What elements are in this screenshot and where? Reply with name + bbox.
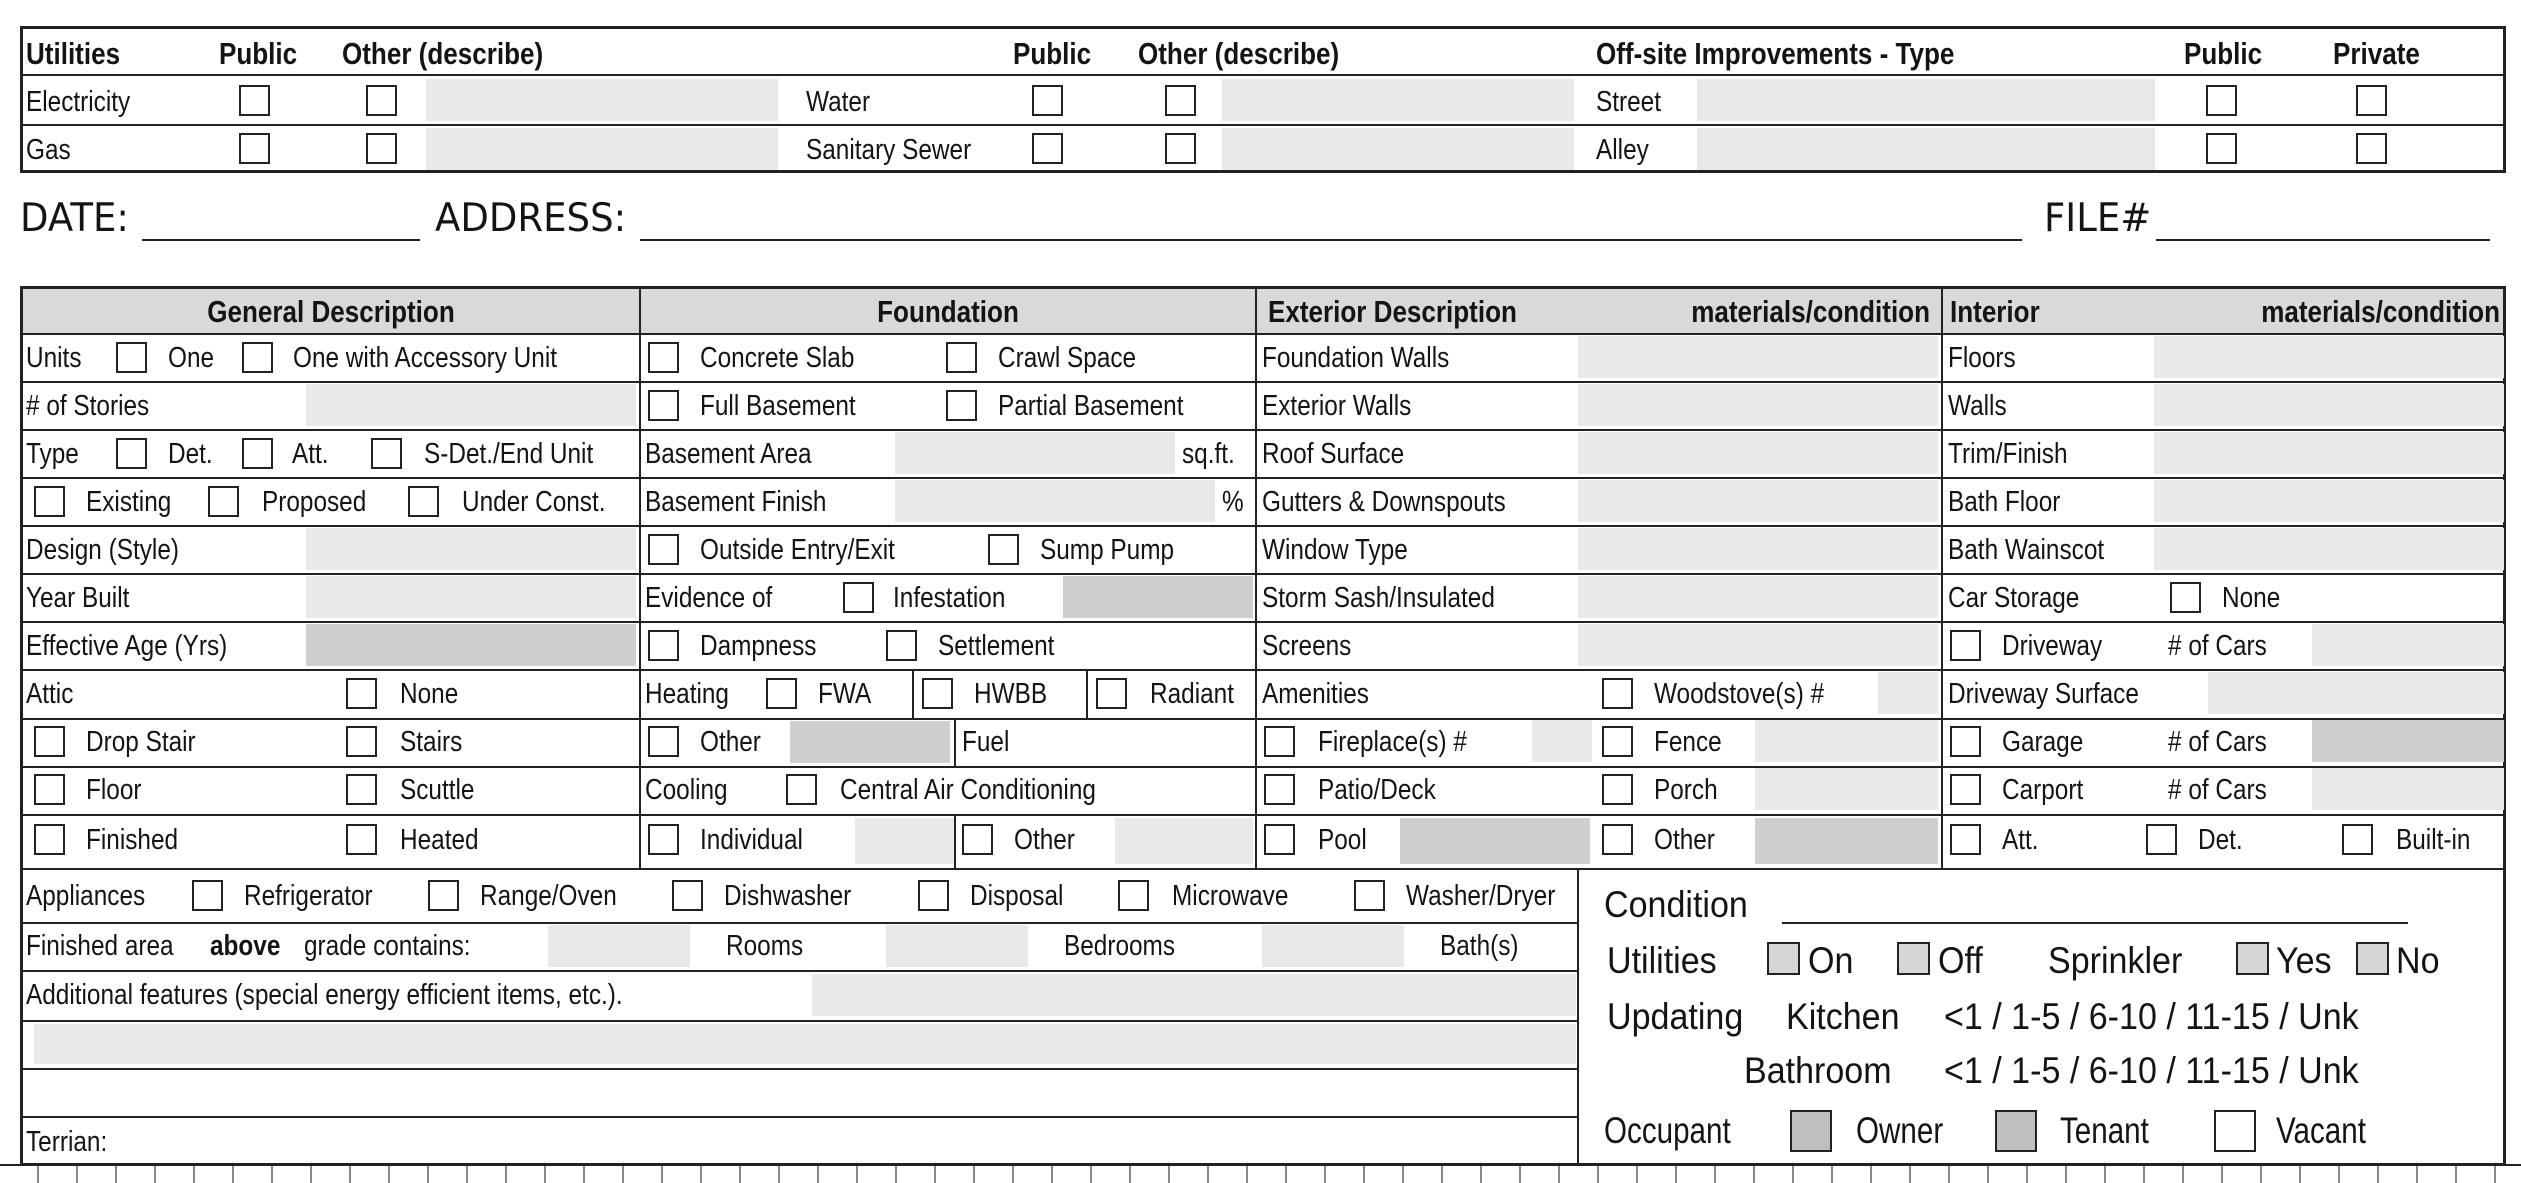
carport-checkbox[interactable]	[1950, 774, 1981, 805]
storm-sash-label: Storm Sash/Insulated	[1262, 582, 1495, 614]
patio-deck-checkbox[interactable]	[1264, 774, 1295, 805]
floors-label: Floors	[1948, 342, 2016, 374]
exterior-description-header: Exterior Description	[1268, 294, 1517, 329]
trim-finish-label: Trim/Finish	[1948, 438, 2068, 470]
gas-other-field[interactable]	[426, 128, 778, 170]
attic-floor-label: Floor	[86, 774, 142, 806]
bath-wainscot-field[interactable]	[2154, 528, 2504, 570]
screens-field[interactable]	[1578, 624, 1938, 666]
bedrooms-label: Bedrooms	[1064, 930, 1176, 962]
sprinkler-no-checkbox[interactable]	[2356, 942, 2389, 975]
woodstove-label: Woodstove(s) #	[1654, 678, 1825, 710]
divider	[20, 573, 2506, 575]
full-basement-checkbox[interactable]	[648, 390, 679, 421]
vacant-checkbox[interactable]	[2214, 1110, 2256, 1152]
range-oven-label: Range/Oven	[480, 880, 617, 912]
garage-checkbox[interactable]	[1950, 726, 1981, 757]
basement-area-label: Basement Area	[645, 438, 812, 470]
owner-checkbox[interactable]	[1790, 1110, 1832, 1152]
sewer-public-checkbox[interactable]	[1032, 133, 1063, 164]
divider	[20, 970, 1577, 972]
attic-finished-checkbox[interactable]	[34, 824, 65, 855]
additional-features-field[interactable]	[812, 974, 1576, 1016]
central-air-checkbox[interactable]	[786, 774, 817, 805]
bath-wainscot-label: Bath Wainscot	[1948, 534, 2105, 566]
bath-floor-label: Bath Floor	[1948, 486, 2061, 518]
pool-field[interactable]	[1400, 818, 1590, 864]
pool-label: Pool	[1318, 824, 1367, 856]
drop-stair-label: Drop Stair	[86, 726, 196, 758]
terrain-label: Terrian:	[26, 1126, 108, 1158]
washer-dryer-label: Washer/Dryer	[1406, 880, 1556, 912]
public-header: Public	[2184, 36, 2263, 71]
outside-entry-checkbox[interactable]	[648, 534, 679, 565]
divider	[20, 868, 2506, 870]
alley-private-checkbox[interactable]	[2356, 133, 2387, 164]
sprinkler-no-label: No	[2396, 940, 2440, 981]
water-public-checkbox[interactable]	[1032, 85, 1063, 116]
other-describe-header: Other (describe)	[342, 36, 544, 71]
exterior-other-label: Other	[1654, 824, 1715, 856]
crawl-space-checkbox[interactable]	[946, 342, 977, 373]
finished-area-above: above	[210, 930, 281, 962]
stairs-checkbox[interactable]	[346, 726, 377, 757]
kitchen-ranges[interactable]: <1 / 1-5 / 6-10 / 11-15 / Unk	[1944, 996, 2359, 1037]
electricity-other-checkbox[interactable]	[366, 85, 397, 116]
cooling-other-label: Other	[1014, 824, 1075, 856]
sprinkler-yes-label: Yes	[2276, 940, 2332, 981]
driveway-surface-field[interactable]	[2208, 672, 2504, 714]
interior-header: Interior	[1950, 294, 2040, 329]
street-private-checkbox[interactable]	[2356, 85, 2387, 116]
alley-label: Alley	[1596, 134, 1649, 166]
interior-att-checkbox[interactable]	[1950, 824, 1981, 855]
interior-det-checkbox[interactable]	[2146, 824, 2177, 855]
general-description-header: General Description	[207, 294, 455, 329]
divider	[20, 1068, 1577, 1070]
cooling-other-checkbox[interactable]	[962, 824, 993, 855]
attic-none-checkbox[interactable]	[346, 678, 377, 709]
utilities-off-label: Off	[1938, 940, 1983, 981]
address-line[interactable]	[640, 239, 2022, 241]
updating-label: Updating	[1607, 996, 1744, 1037]
cooling-other-field[interactable]	[1115, 818, 1253, 864]
divider	[20, 74, 2506, 76]
water-label: Water	[806, 86, 871, 118]
type-att-label: Att.	[292, 438, 329, 470]
finished-area-label: Finished area	[26, 930, 174, 962]
divider	[1941, 286, 1943, 868]
woodstove-field[interactable]	[1878, 672, 1938, 714]
effective-age-field[interactable]	[306, 624, 636, 666]
divider	[20, 766, 2506, 768]
disposal-checkbox[interactable]	[918, 880, 949, 911]
electricity-label: Electricity	[26, 86, 131, 118]
attic-label: Attic	[26, 678, 74, 710]
gas-other-checkbox[interactable]	[366, 133, 397, 164]
full-basement-label: Full Basement	[700, 390, 856, 422]
offsite-improvements-header: Off-site Improvements - Type	[1596, 36, 1955, 71]
roof-surface-field[interactable]	[1578, 432, 1938, 474]
divider	[954, 814, 956, 868]
divider	[639, 286, 641, 868]
file-label: FILE#	[2044, 196, 2152, 241]
attic-finished-label: Finished	[86, 824, 179, 856]
street-public-checkbox[interactable]	[2206, 85, 2237, 116]
units-one-checkbox[interactable]	[116, 342, 147, 373]
radiant-label: Radiant	[1150, 678, 1234, 710]
stories-label: # of Stories	[26, 390, 150, 422]
individual-label: Individual	[700, 824, 803, 856]
divider	[20, 1020, 1577, 1022]
additional-features-line2[interactable]	[34, 1024, 1576, 1064]
basement-finish-field[interactable]	[895, 480, 1215, 522]
existing-label: Existing	[86, 486, 172, 518]
gutters-label: Gutters & Downspouts	[1262, 486, 1506, 518]
divider	[1086, 669, 1088, 718]
bedrooms-field[interactable]	[886, 925, 1028, 967]
proposed-label: Proposed	[262, 486, 367, 518]
file-line[interactable]	[2156, 239, 2490, 241]
divider	[20, 621, 2506, 623]
built-in-checkbox[interactable]	[2342, 824, 2373, 855]
divider	[20, 1116, 1577, 1118]
divider	[20, 124, 2506, 126]
individual-checkbox[interactable]	[648, 824, 679, 855]
street-field[interactable]	[1697, 79, 2155, 121]
electricity-public-checkbox[interactable]	[239, 85, 270, 116]
type-label: Type	[26, 438, 79, 470]
microwave-label: Microwave	[1172, 880, 1289, 912]
vacant-label: Vacant	[2276, 1110, 2366, 1151]
sump-pump-checkbox[interactable]	[988, 534, 1019, 565]
foundation-header: Foundation	[877, 294, 1019, 329]
hwbb-checkbox[interactable]	[922, 678, 953, 709]
proposed-checkbox[interactable]	[208, 486, 239, 517]
exterior-walls-field[interactable]	[1578, 384, 1938, 426]
exterior-other-checkbox[interactable]	[1602, 824, 1633, 855]
basement-area-field[interactable]	[895, 432, 1175, 474]
heating-other-field[interactable]	[790, 721, 950, 763]
divider	[20, 669, 2506, 671]
disposal-label: Disposal	[970, 880, 1064, 912]
divider	[20, 525, 2506, 527]
dampness-checkbox[interactable]	[648, 630, 679, 661]
date-label: DATE:	[20, 196, 129, 241]
utilities-off-checkbox[interactable]	[1897, 942, 1930, 975]
private-header: Private	[2333, 36, 2420, 71]
fuel-label: Fuel	[962, 726, 1010, 758]
divider	[1255, 286, 1257, 868]
sewer-other-field[interactable]	[1222, 128, 1574, 170]
under-const-label: Under Const.	[462, 486, 606, 518]
under-const-checkbox[interactable]	[408, 486, 439, 517]
infestation-field[interactable]	[1063, 576, 1253, 618]
year-built-label: Year Built	[26, 582, 130, 614]
units-accessory-label: One with Accessory Unit	[293, 342, 558, 374]
partial-basement-label: Partial Basement	[998, 390, 1184, 422]
interior-att-label: Att.	[2002, 824, 2039, 856]
rooms-field[interactable]	[548, 925, 690, 967]
floors-field[interactable]	[2154, 336, 2504, 378]
occupant-label: Occupant	[1604, 1110, 1731, 1151]
divider	[20, 922, 1577, 924]
stories-field[interactable]	[306, 384, 636, 426]
finished-area-suffix: grade contains:	[304, 930, 471, 962]
dampness-label: Dampness	[700, 630, 817, 662]
rooms-label: Rooms	[726, 930, 804, 962]
bathroom-label: Bathroom	[1744, 1050, 1892, 1091]
driveway-surface-label: Driveway Surface	[1948, 678, 2139, 710]
sprinkler-yes-checkbox[interactable]	[2236, 942, 2269, 975]
concrete-slab-checkbox[interactable]	[648, 342, 679, 373]
woodstove-checkbox[interactable]	[1602, 678, 1633, 709]
storm-sash-field[interactable]	[1578, 576, 1938, 618]
baths-field[interactable]	[1262, 925, 1404, 967]
other-describe-header: Other (describe)	[1138, 36, 1340, 71]
attic-heated-checkbox[interactable]	[346, 824, 377, 855]
concrete-slab-label: Concrete Slab	[700, 342, 855, 374]
range-oven-checkbox[interactable]	[428, 880, 459, 911]
divider	[20, 477, 2506, 479]
attic-heated-label: Heated	[400, 824, 479, 856]
carport-label: Carport	[2002, 774, 2084, 806]
type-det-label: Det.	[168, 438, 213, 470]
individual-field[interactable]	[855, 818, 955, 864]
scuttle-checkbox[interactable]	[346, 774, 377, 805]
gas-public-checkbox[interactable]	[239, 133, 270, 164]
baths-label: Bath(s)	[1440, 930, 1519, 962]
ruler-strip	[0, 1164, 2521, 1183]
garage-label: Garage	[2002, 726, 2084, 758]
basement-finish-label: Basement Finish	[645, 486, 827, 518]
dishwasher-label: Dishwasher	[724, 880, 852, 912]
built-in-label: Built-in	[2396, 824, 2471, 856]
utilities-header: Utilities	[26, 36, 121, 71]
walls-field[interactable]	[2154, 384, 2504, 426]
hwbb-label: HWBB	[974, 678, 1048, 710]
utilities-on-checkbox[interactable]	[1767, 942, 1800, 975]
units-label: Units	[26, 342, 82, 374]
design-style-field[interactable]	[306, 528, 636, 570]
divider	[20, 381, 2506, 383]
car-storage-label: Car Storage	[1948, 582, 2080, 614]
fireplace-field[interactable]	[1532, 720, 1592, 762]
washer-dryer-checkbox[interactable]	[1354, 880, 1385, 911]
year-built-field[interactable]	[306, 576, 636, 618]
evidence-of-label: Evidence of	[645, 582, 773, 614]
tenant-checkbox[interactable]	[1995, 1110, 2037, 1152]
heating-other-checkbox[interactable]	[648, 726, 679, 757]
exterior-materials-header: materials/condition	[1691, 294, 1930, 329]
divider	[20, 814, 2506, 816]
tenant-label: Tenant	[2060, 1110, 2149, 1151]
trim-finish-field[interactable]	[2154, 432, 2504, 474]
fireplace-label: Fireplace(s) #	[1318, 726, 1467, 758]
bath-floor-field[interactable]	[2154, 480, 2504, 522]
kitchen-label: Kitchen	[1786, 996, 1900, 1037]
porch-label: Porch	[1654, 774, 1718, 806]
divider	[20, 718, 2506, 720]
heating-label: Heating	[645, 678, 729, 710]
sewer-other-checkbox[interactable]	[1165, 133, 1196, 164]
amenities-label: Amenities	[1262, 678, 1369, 710]
fence-field[interactable]	[1755, 720, 1938, 762]
divider	[20, 429, 2506, 431]
settlement-label: Settlement	[938, 630, 1055, 662]
divider	[954, 718, 956, 766]
car-storage-none-label: None	[2222, 582, 2281, 614]
public-header: Public	[219, 36, 298, 71]
fence-checkbox[interactable]	[1602, 726, 1633, 757]
type-sdet-label: S-Det./End Unit	[424, 438, 594, 470]
window-type-label: Window Type	[1262, 534, 1408, 566]
fwa-label: FWA	[818, 678, 872, 710]
partial-basement-checkbox[interactable]	[946, 390, 977, 421]
additional-features-label: Additional features (special energy efficient items, etc.).	[26, 979, 623, 1011]
divider	[912, 669, 914, 718]
condition-label: Condition	[1604, 884, 1748, 925]
type-att-checkbox[interactable]	[242, 438, 273, 469]
patio-deck-label: Patio/Deck	[1318, 774, 1436, 806]
utilities-on-label: On	[1808, 940, 1854, 981]
owner-label: Owner	[1856, 1110, 1944, 1151]
water-other-checkbox[interactable]	[1165, 85, 1196, 116]
sanitary-sewer-label: Sanitary Sewer	[806, 134, 972, 166]
driveway-cars-label: # of Cars	[2168, 630, 2267, 662]
attic-none-label: None	[400, 678, 459, 710]
type-sdet-checkbox[interactable]	[371, 438, 402, 469]
address-label: ADDRESS:	[435, 196, 627, 241]
existing-checkbox[interactable]	[34, 486, 65, 517]
screens-label: Screens	[1262, 630, 1352, 662]
window-type-field[interactable]	[1578, 528, 1938, 570]
foundation-walls-label: Foundation Walls	[1262, 342, 1450, 374]
outside-entry-label: Outside Entry/Exit	[700, 534, 895, 566]
pool-checkbox[interactable]	[1264, 824, 1295, 855]
interior-materials-header: materials/condition	[2261, 294, 2500, 329]
sqft-label: sq.ft.	[1182, 438, 1235, 470]
carport-cars-field[interactable]	[2312, 768, 2504, 810]
carport-cars-label: # of Cars	[2168, 774, 2267, 806]
walls-label: Walls	[1948, 390, 2007, 422]
public-header: Public	[1013, 36, 1092, 71]
alley-public-checkbox[interactable]	[2206, 133, 2237, 164]
exterior-walls-label: Exterior Walls	[1262, 390, 1412, 422]
radiant-checkbox[interactable]	[1096, 678, 1127, 709]
refrigerator-checkbox[interactable]	[192, 880, 223, 911]
driveway-label: Driveway	[2002, 630, 2103, 662]
foundation-walls-field[interactable]	[1578, 336, 1938, 378]
drop-stair-checkbox[interactable]	[34, 726, 65, 757]
exterior-other-field[interactable]	[1755, 818, 1938, 864]
design-style-label: Design (Style)	[26, 534, 179, 566]
type-det-checkbox[interactable]	[116, 438, 147, 469]
heating-other-label: Other	[700, 726, 761, 758]
car-storage-none-checkbox[interactable]	[2170, 582, 2201, 613]
divider	[20, 333, 2506, 335]
scuttle-label: Scuttle	[400, 774, 475, 806]
appliances-label: Appliances	[26, 880, 146, 912]
driveway-checkbox[interactable]	[1950, 630, 1981, 661]
condition-utilities-label: Utilities	[1607, 940, 1717, 981]
garage-cars-label: # of Cars	[2168, 726, 2267, 758]
fence-label: Fence	[1654, 726, 1722, 758]
street-label: Street	[1596, 86, 1661, 118]
attic-floor-checkbox[interactable]	[34, 774, 65, 805]
infestation-label: Infestation	[893, 582, 1006, 614]
central-air-label: Central Air Conditioning	[840, 774, 1096, 806]
fireplace-checkbox[interactable]	[1264, 726, 1295, 757]
date-line[interactable]	[142, 239, 420, 241]
units-accessory-checkbox[interactable]	[242, 342, 273, 373]
dishwasher-checkbox[interactable]	[672, 880, 703, 911]
sump-pump-label: Sump Pump	[1040, 534, 1175, 566]
porch-field[interactable]	[1755, 768, 1938, 810]
garage-cars-field[interactable]	[2312, 720, 2504, 762]
fwa-checkbox[interactable]	[766, 678, 797, 709]
crawl-space-label: Crawl Space	[998, 342, 1137, 374]
condition-line[interactable]	[1782, 922, 2408, 924]
roof-surface-label: Roof Surface	[1262, 438, 1405, 470]
percent-label: %	[1222, 486, 1244, 518]
stairs-label: Stairs	[400, 726, 463, 758]
sprinkler-label: Sprinkler	[2048, 940, 2183, 981]
bathroom-ranges[interactable]: <1 / 1-5 / 6-10 / 11-15 / Unk	[1944, 1050, 2359, 1091]
interior-det-label: Det.	[2198, 824, 2243, 856]
divider	[1577, 868, 1579, 1166]
water-other-field[interactable]	[1222, 79, 1574, 121]
gutters-field[interactable]	[1578, 480, 1938, 522]
alley-field[interactable]	[1697, 128, 2155, 170]
porch-checkbox[interactable]	[1602, 774, 1633, 805]
units-one-label: One	[168, 342, 215, 374]
cooling-label: Cooling	[645, 774, 728, 806]
electricity-other-field[interactable]	[426, 79, 778, 121]
microwave-checkbox[interactable]	[1118, 880, 1149, 911]
infestation-checkbox[interactable]	[843, 582, 874, 613]
settlement-checkbox[interactable]	[886, 630, 917, 661]
gas-label: Gas	[26, 134, 71, 166]
refrigerator-label: Refrigerator	[244, 880, 373, 912]
driveway-cars-field[interactable]	[2312, 624, 2504, 666]
effective-age-label: Effective Age (Yrs)	[26, 630, 228, 662]
